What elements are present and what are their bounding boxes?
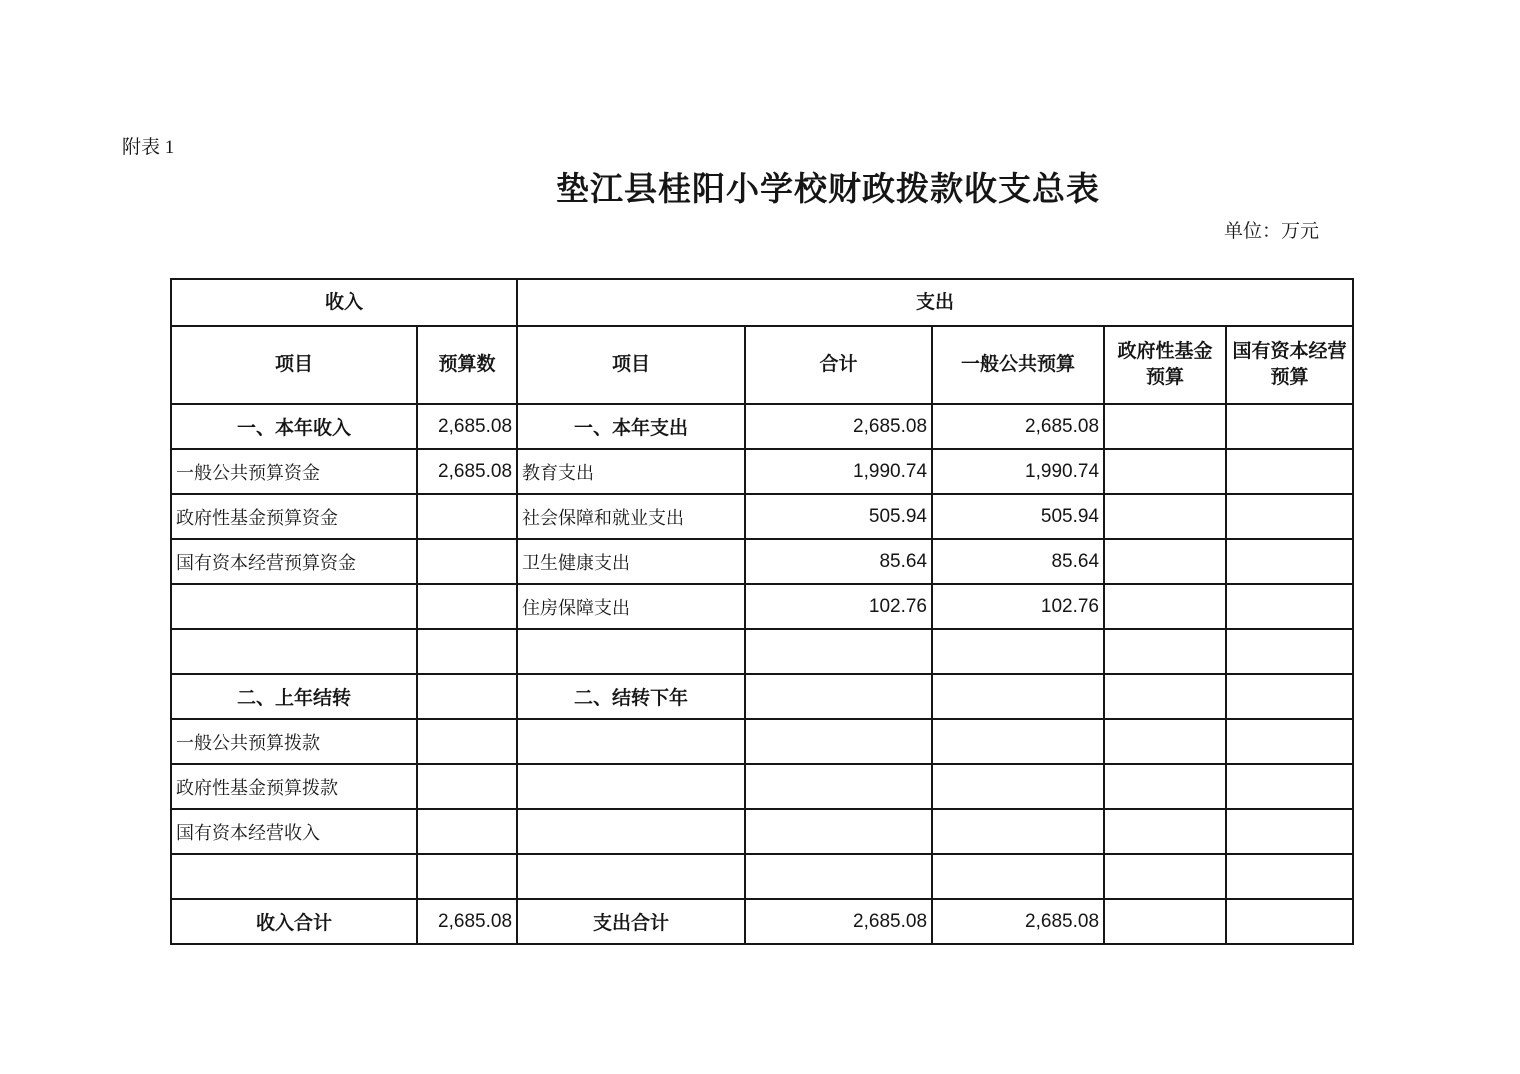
table-row xyxy=(171,764,1353,809)
budget-summary-table xyxy=(170,278,1354,945)
expense-item-cell: 社会保障和就业支出 xyxy=(517,494,745,539)
income-item-cell: 政府性基金预算拨款 xyxy=(171,764,417,809)
table-row xyxy=(171,584,1353,629)
table-row xyxy=(171,404,1353,449)
expense-item-cell: 住房保障支出 xyxy=(517,584,745,629)
col-header-income-budget: 预算数 xyxy=(417,326,517,404)
total-cell xyxy=(745,809,932,854)
state-capital-cell xyxy=(1226,809,1353,854)
state-capital-cell xyxy=(1226,494,1353,539)
table-row xyxy=(171,629,1353,674)
total-cell xyxy=(745,764,932,809)
income-item-cell: 国有资本经营收入 xyxy=(171,809,417,854)
gov-fund-cell xyxy=(1104,629,1226,674)
gov-fund-cell xyxy=(1104,449,1226,494)
income-item-cell: 政府性基金预算资金 xyxy=(171,494,417,539)
income-item-cell: 二、上年结转 xyxy=(171,674,417,719)
gov-fund-cell xyxy=(1104,899,1226,944)
income-group-header: 收入 xyxy=(171,279,517,326)
state-capital-cell xyxy=(1226,899,1353,944)
total-cell: 2,685.08 xyxy=(745,404,932,449)
general-public-cell: 85.64 xyxy=(932,539,1104,584)
gov-fund-cell xyxy=(1104,494,1226,539)
table-row xyxy=(171,674,1353,719)
page-title: 垫江县桂阳小学校财政拨款收支总表 xyxy=(556,172,1100,208)
col-header-general-public-budget: 一般公共预算 xyxy=(932,326,1104,404)
general-public-cell xyxy=(932,764,1104,809)
gov-fund-cell xyxy=(1104,674,1226,719)
income-item-cell xyxy=(171,629,417,674)
gov-fund-cell xyxy=(1104,809,1226,854)
col-header-state-capital-budget: 国有资本经营预算 xyxy=(1226,326,1353,404)
income-item-cell: 一、本年收入 xyxy=(171,404,417,449)
income-budget-cell: 2,685.08 xyxy=(417,899,517,944)
income-budget-cell: 2,685.08 xyxy=(417,404,517,449)
total-cell: 85.64 xyxy=(745,539,932,584)
general-public-cell: 1,990.74 xyxy=(932,449,1104,494)
income-budget-cell xyxy=(417,629,517,674)
income-item-cell xyxy=(171,584,417,629)
table-row xyxy=(171,719,1353,764)
table-row xyxy=(171,494,1353,539)
income-item-cell: 国有资本经营预算资金 xyxy=(171,539,417,584)
expense-item-cell xyxy=(517,854,745,899)
expense-item-cell xyxy=(517,809,745,854)
general-public-cell xyxy=(932,629,1104,674)
income-item-cell: 一般公共预算拨款 xyxy=(171,719,417,764)
col-header-income-item: 项目 xyxy=(171,326,417,404)
general-public-cell xyxy=(932,674,1104,719)
income-budget-cell xyxy=(417,809,517,854)
state-capital-cell xyxy=(1226,854,1353,899)
income-budget-cell xyxy=(417,854,517,899)
general-public-cell xyxy=(932,809,1104,854)
expense-group-header: 支出 xyxy=(517,279,1353,326)
gov-fund-cell xyxy=(1104,539,1226,584)
total-cell xyxy=(745,629,932,674)
general-public-cell: 102.76 xyxy=(932,584,1104,629)
gov-fund-cell xyxy=(1104,584,1226,629)
expense-item-cell: 一、本年支出 xyxy=(517,404,745,449)
income-budget-cell xyxy=(417,674,517,719)
total-cell xyxy=(745,674,932,719)
income-budget-cell xyxy=(417,494,517,539)
income-budget-cell xyxy=(417,719,517,764)
income-item-cell: 一般公共预算资金 xyxy=(171,449,417,494)
total-cell: 505.94 xyxy=(745,494,932,539)
income-budget-cell xyxy=(417,584,517,629)
table-row xyxy=(171,809,1353,854)
income-item-cell: 收入合计 xyxy=(171,899,417,944)
state-capital-cell xyxy=(1226,629,1353,674)
general-public-cell xyxy=(932,719,1104,764)
col-header-gov-fund-budget: 政府性基金预算 xyxy=(1104,326,1226,404)
income-budget-cell xyxy=(417,764,517,809)
table-column-header-row xyxy=(171,326,1353,404)
table-row xyxy=(171,899,1353,944)
income-budget-cell: 2,685.08 xyxy=(417,449,517,494)
expense-item-cell: 二、结转下年 xyxy=(517,674,745,719)
expense-item-cell: 教育支出 xyxy=(517,449,745,494)
gov-fund-cell xyxy=(1104,854,1226,899)
state-capital-cell xyxy=(1226,719,1353,764)
expense-item-cell: 卫生健康支出 xyxy=(517,539,745,584)
general-public-cell xyxy=(932,854,1104,899)
total-cell: 2,685.08 xyxy=(745,899,932,944)
income-budget-cell xyxy=(417,539,517,584)
col-header-expense-item: 项目 xyxy=(517,326,745,404)
col-header-total: 合计 xyxy=(745,326,932,404)
total-cell xyxy=(745,854,932,899)
general-public-cell: 2,685.08 xyxy=(932,404,1104,449)
expense-item-cell xyxy=(517,629,745,674)
expense-item-cell: 支出合计 xyxy=(517,899,745,944)
state-capital-cell xyxy=(1226,404,1353,449)
total-cell xyxy=(745,719,932,764)
table-row xyxy=(171,539,1353,584)
table-row xyxy=(171,854,1353,899)
total-cell: 1,990.74 xyxy=(745,449,932,494)
state-capital-cell xyxy=(1226,584,1353,629)
expense-item-cell xyxy=(517,764,745,809)
attachment-label: 附表 1 xyxy=(122,137,175,158)
unit-label: 单位：万元 xyxy=(1224,221,1320,242)
gov-fund-cell xyxy=(1104,764,1226,809)
expense-item-cell xyxy=(517,719,745,764)
total-cell: 102.76 xyxy=(745,584,932,629)
income-item-cell xyxy=(171,854,417,899)
general-public-cell: 2,685.08 xyxy=(932,899,1104,944)
state-capital-cell xyxy=(1226,764,1353,809)
table-row xyxy=(171,449,1353,494)
gov-fund-cell xyxy=(1104,404,1226,449)
state-capital-cell xyxy=(1226,449,1353,494)
state-capital-cell xyxy=(1226,674,1353,719)
gov-fund-cell xyxy=(1104,719,1226,764)
general-public-cell: 505.94 xyxy=(932,494,1104,539)
table-group-header-row xyxy=(171,279,1353,326)
state-capital-cell xyxy=(1226,539,1353,584)
